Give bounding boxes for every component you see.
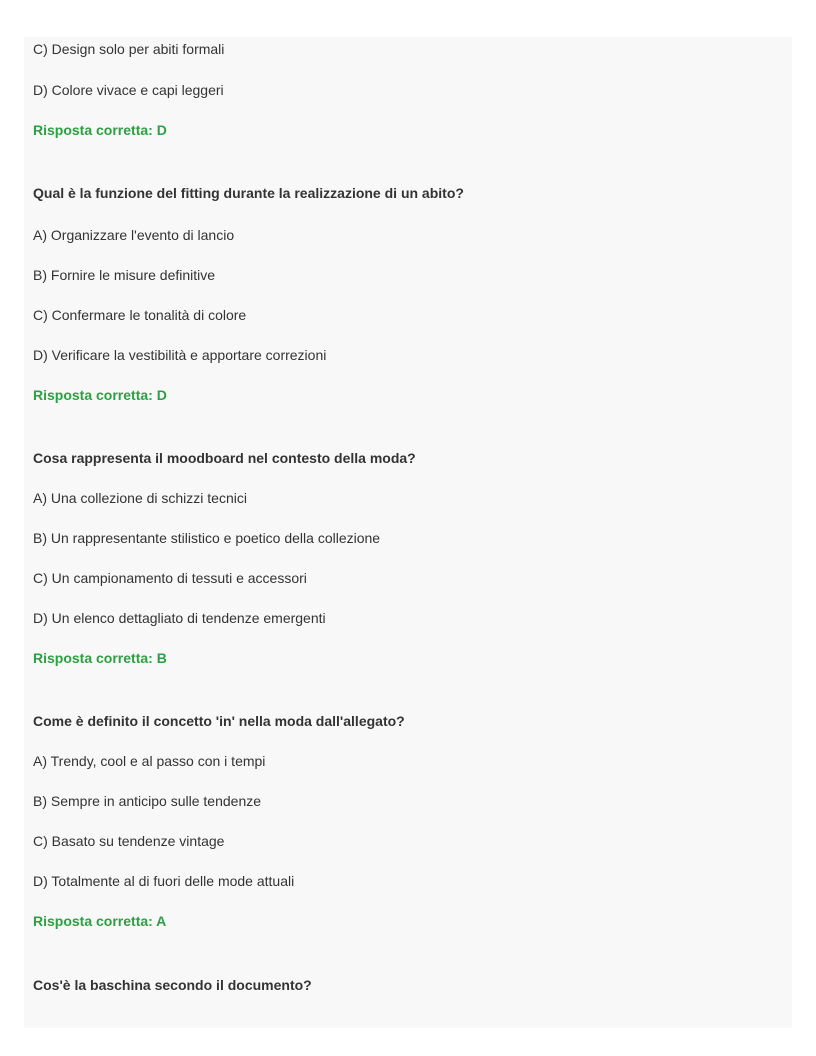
option-c: C) Un campionamento di tessuti e accessori (33, 570, 307, 586)
correct-answer: Risposta corretta: B (33, 650, 167, 666)
option-b: B) Sempre in anticipo sulle tendenze (33, 793, 262, 809)
question-title: Qual è la funzione del fitting durante la realizzazione di un abito? (33, 185, 464, 201)
correct-answer: Risposta corretta: A (33, 913, 167, 929)
option-c-prev: C) Design solo per abiti formali (33, 41, 225, 57)
correct-answer-prev: Risposta corretta: D (33, 122, 167, 138)
option-d-prev: D) Colore vivace e capi leggeri (33, 82, 224, 98)
option-a: A) Organizzare l'evento di lancio (33, 227, 235, 243)
question-title: Cos'è la baschina secondo il documento? (33, 977, 312, 993)
correct-answer: Risposta corretta: D (33, 387, 167, 403)
question-title: Come è definito il concetto 'in' nella moda dall'allegato? (33, 713, 405, 729)
option-d: D) Verificare la vestibilità e apportare correzioni (33, 347, 327, 363)
option-b: B) Un rappresentante stilistico e poetico della collezione (33, 530, 381, 546)
option-b: B) Fornire le misure definitive (33, 267, 216, 283)
option-d: D) Totalmente al di fuori delle mode attuali (33, 873, 295, 889)
option-c: C) Basato su tendenze vintage (33, 833, 225, 849)
option-d: D) Un elenco dettagliato di tendenze emergenti (33, 610, 326, 626)
option-c: C) Confermare le tonalità di colore (33, 307, 247, 323)
question-title: Cosa rappresenta il moodboard nel contesto della moda? (33, 450, 416, 466)
option-a: A) Trendy, cool e al passo con i tempi (33, 753, 266, 769)
option-a: A) Una collezione di schizzi tecnici (33, 490, 247, 506)
